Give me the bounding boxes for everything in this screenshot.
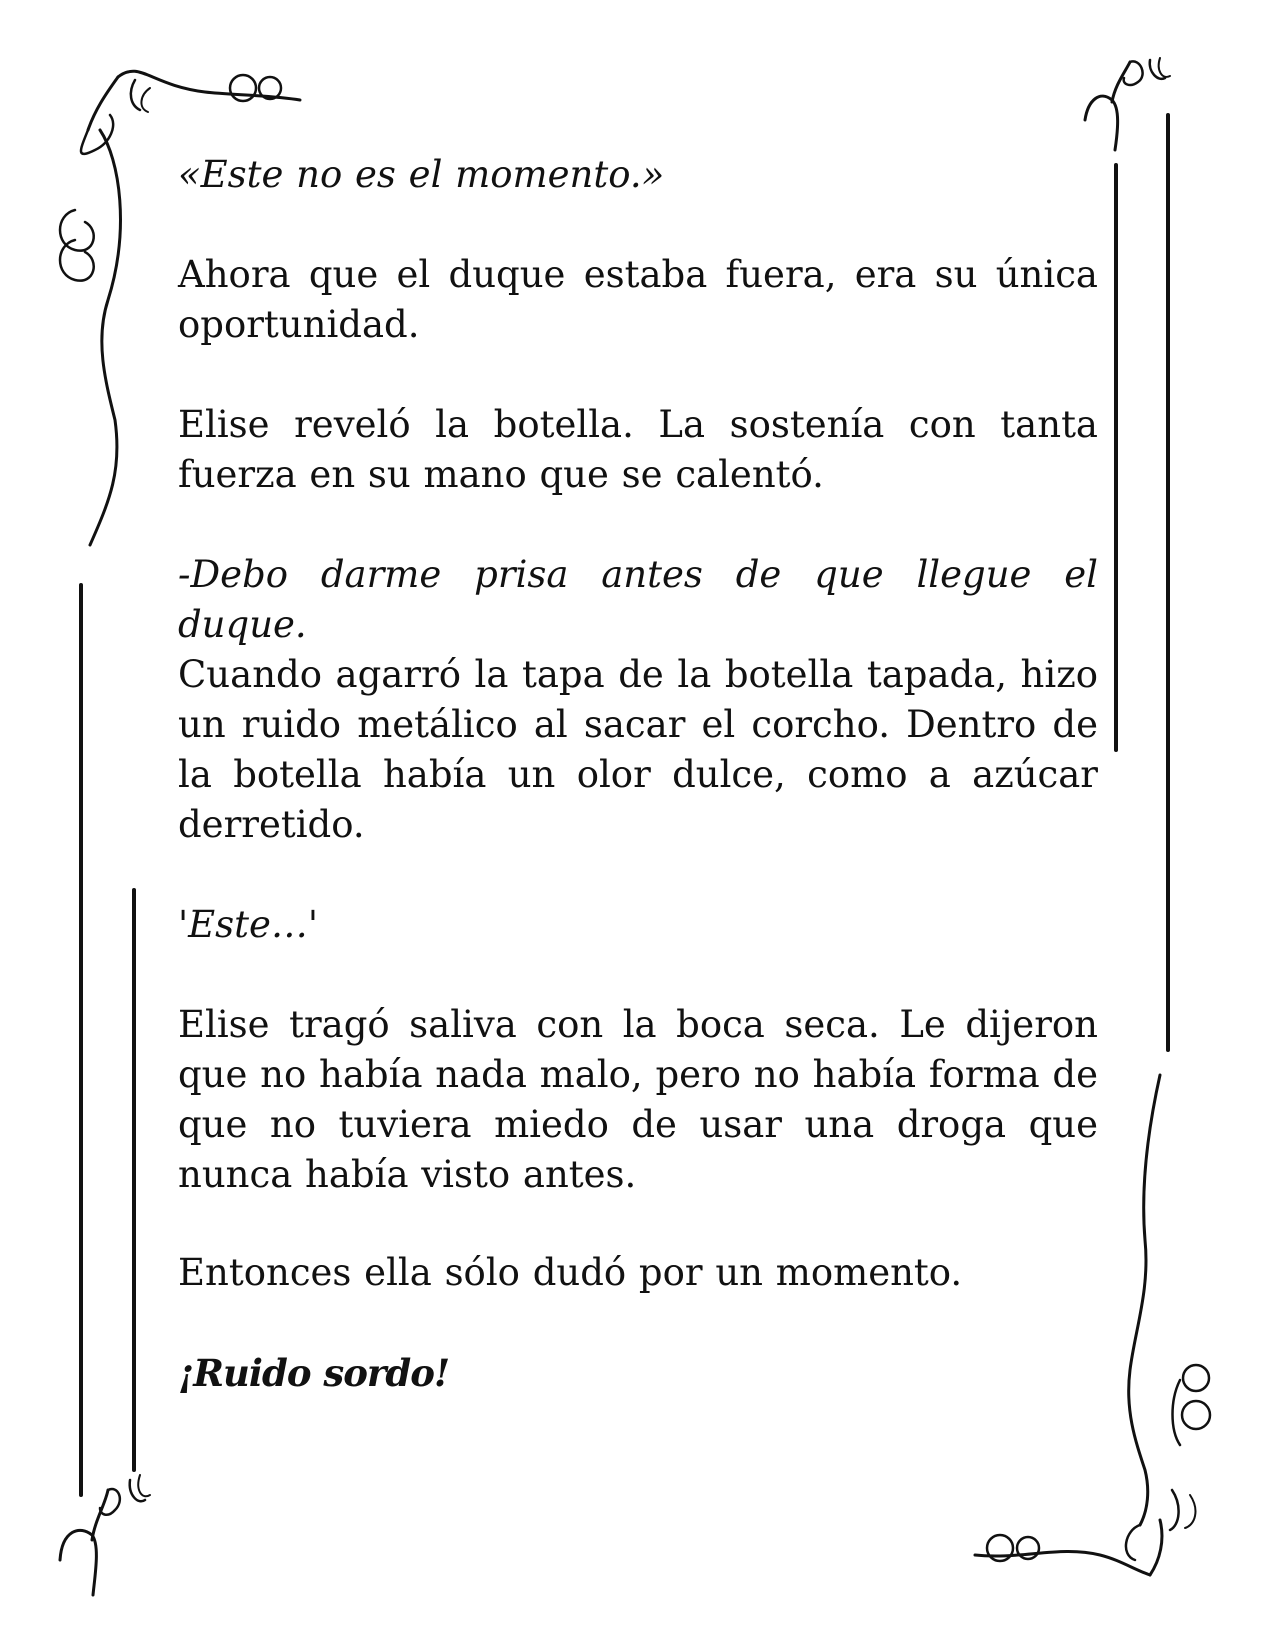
paragraph: Entonces ella sólo dudó por un momento. (178, 1251, 963, 1294)
paragraph-sound-effect: ¡Ruido sordo! (178, 1351, 450, 1395)
paragraph-thought-quote: «Este no es el momento.» (178, 153, 665, 196)
paragraph: Elise reveló la botella. La sostenía con tanta fuerza en su mano que se calentó. (178, 403, 1098, 496)
paragraph-thought: -Debo darme prisa antes de que llegue el duque. (178, 553, 1098, 646)
right-border-lines (1116, 115, 1168, 1050)
top-right-flourish (1085, 58, 1170, 150)
left-border-lines (81, 585, 134, 1495)
bottom-left-flourish (60, 1475, 150, 1595)
paragraph-thought: 'Este…' (178, 903, 319, 946)
paragraph: Cuando agarró la tapa de la botella tapada, hizo un ruido metálico al sacar el corcho. Dentro de la botella había un olor dulce, como a azúcar derretido. (178, 653, 1098, 846)
paragraph: Elise tragó saliva con la boca seca. Le dijeron que no había nada malo, pero no había forma de que no tuviera miedo de usar una droga que nunca había visto antes. (178, 1003, 1098, 1196)
paragraph: Ahora que el duque estaba fuera, era su única oportunidad. (178, 253, 1098, 346)
